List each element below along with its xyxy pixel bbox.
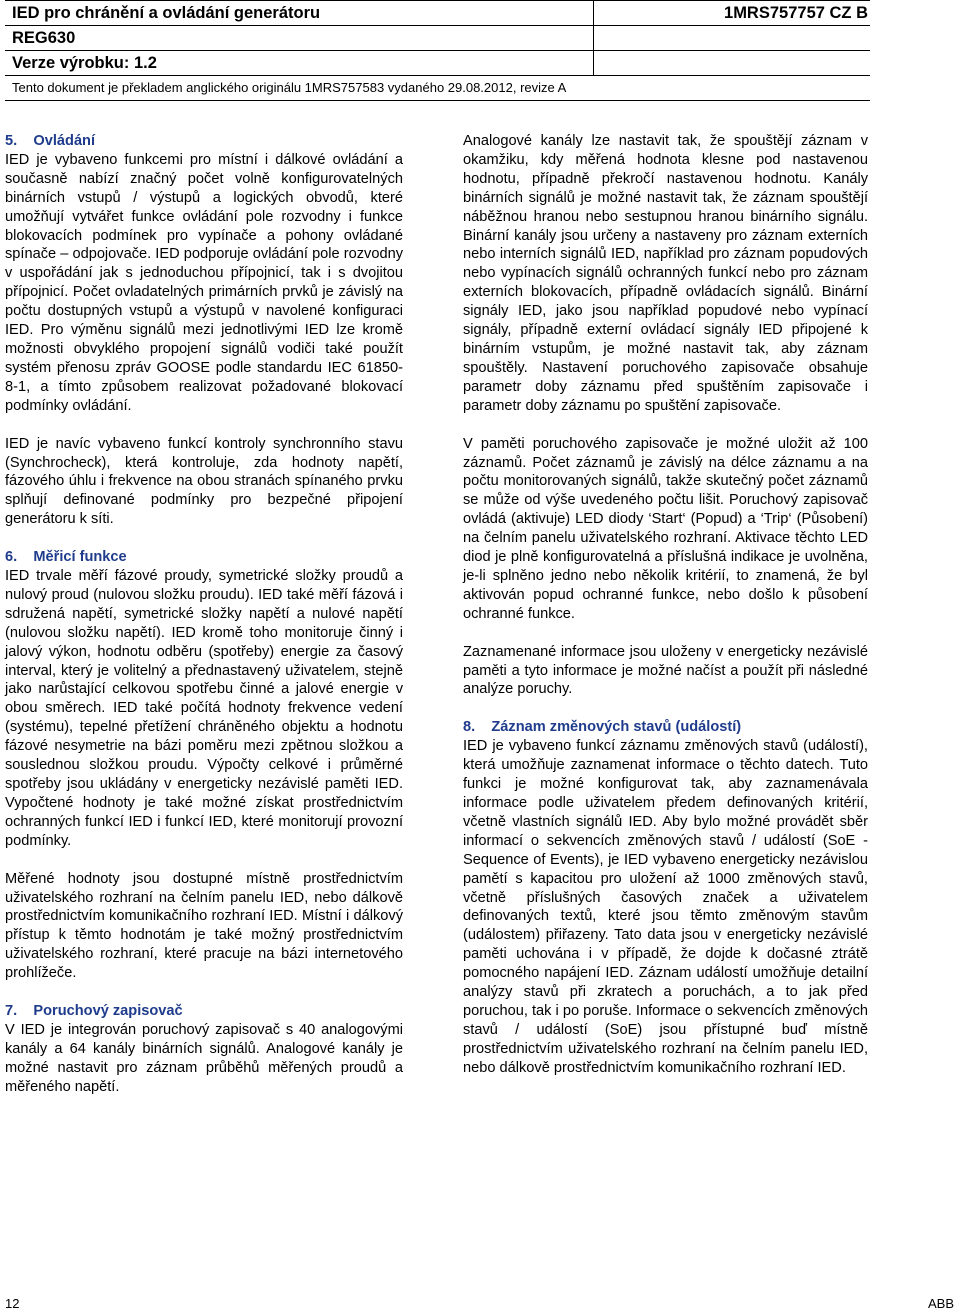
section-6-heading — [5, 548, 403, 567]
left-column — [5, 132, 403, 1097]
section-7-paragraph-4: Zaznamenané informace jsou uloženy v energeticky nezávislé paměti a tyto informace je možné načíst a použít při následné analýze poruchy. — [463, 643, 868, 698]
section-6-title: Měřicí funkce — [33, 549, 127, 566]
section-5-heading — [5, 132, 403, 151]
header-row-3 — [5, 51, 870, 76]
section-7-heading — [5, 1002, 403, 1021]
header-product: REG630 — [12, 29, 76, 47]
section-5-paragraph-2: IED je navíc vybaveno funkcí kontroly synchronního stavu (Synchrocheck), která kontroluje, zda hodnoty napětí, fázového úhlu i frekvence na obou stranách spínaného prvku splňují definované podmínky pro bezpečné připojení generátoru k síti. — [5, 435, 403, 528]
page-number: 12 — [5, 1296, 20, 1311]
section-7-paragraph-2: Analogové kanály lze nastavit tak, že spouštějí záznam v okamžiku, kdy měřená hodnota klesne pod nastavenou hodnotu, případně překročí nastavenou hodnotu. Kanály binárních signálů je možné nastavit tak, že záznam spouštějí náběžnou hranou nebo sestupnou hranou binárního signálu. Binární kanály jsou určeny a nastaveny pro záznam externích nebo interních signálů IED, například pro záznam popudových nebo vypínacích signálů ochranných funkcí nebo pro záznam externích blokovacích, případně ovládacích signálů. Binární signály IED, jako jsou například popudové nebo vypínací signály, případně externí ovládací signály IED připojené k binárním vstupům, je možné nastavit tak, aby záznam spouštěly. Nastavení poruchového zapisovače obsahuje parametr doby záznamu před spuštěním zapisovače i parametr doby záznamu po spuštění zapisovače. — [463, 133, 868, 414]
document-header — [5, 0, 870, 101]
section-7-number: 7. — [5, 1003, 18, 1020]
section-7-title: Poruchový zapisovač — [33, 1003, 183, 1020]
section-7-paragraph-3: V paměti poruchového zapisovače je možné uložit až 100 záznamů. Počet záznamů je závislý na délce záznamu a na počtu monitorovaných signálů, takže skutečný počet záznamů se může od výše uvedeného počtu lišit. Poruchový zapisovač ovládá (aktivuje) LED diody ‘Start‘ (Popud) a ‘Trip‘ (Působení) na čelním panelu uživatelského rozhraní. Aktivace těchto LED diod je plně konfigurovatelná a příslušná indikace je uvolněna, je-li splněno jedno nebo několik kritérií, to znamená, že byl aktivován popud ochranné funkce, nebo došlo k působení ochranné funkce. — [463, 435, 868, 622]
section-6-paragraph-2: Měřené hodnoty jsou dostupné místně prostřednictvím uživatelského rozhraní na čelním panelu IED, nebo dálkově prostřednictvím komunikačního rozhraní IED. Místní i dálkový přístup k těmto hodnotám je také možný prostřednictvím uživatelského rozhraní, které pracuje na bázi internetového prohlížeče. — [5, 870, 403, 982]
section-8-heading — [463, 718, 868, 737]
section-6-number: 6. — [5, 549, 18, 566]
section-5-title: Ovládání — [33, 133, 96, 149]
header-doc-id: 1MRS757757 CZ B — [724, 4, 868, 22]
section-5-number: 5. — [5, 133, 18, 149]
header-row-1 — [5, 0, 870, 26]
section-8-paragraph-1: IED je vybaveno funkcí záznamu změnových stavů (událostí), která umožňuje zaznamenat informace o těchto datech. Tuto funkci je možné konfigurovat tak, aby zaznamenávala informace podle uživatelem předem definovaných kritérií, včetně vlastních signálů IED. Aby bylo možné provádět sběr informací o sekvencích změnových stavů / událostí (SoE - Sequence of Events), je IED vybaveno energeticky nezávislou pamětí s kapacitou pro uložení až 1000 změnových stavů, včetně příslušných časových značek a uživatelem definovaných textů, které jsou těmto změnovým stavům (událostem) přiřazeny. Tato data jsou v energeticky nezávislé paměti uchována i v případě, že dojde k dočasné ztrátě pomocného napájení IED. Záznam událostí umožňuje detailní analýzy stavů při zkratech a poruchách, a to jak před poruchou, tak i po poruše. Informace o sekvencích změnových stavů / událostí (SoE) jsou přístupné buď místně prostřednictvím uživatelského rozhraní na čelním panelu IED, nebo dálkově prostřednictvím komunikačního rozhraní IED. — [463, 738, 868, 1076]
header-title: IED pro chránění a ovládání generátoru — [12, 4, 321, 22]
section-8-title: Záznam změnových stavů (událostí) — [491, 719, 742, 736]
section-5-paragraph-1: IED je vybaveno funkcemi pro místní i dálkové ovládání a současně nabízí značný počet volně konfigurovatelných binárních vstupů / výstupů a logických obvodů, které umožňují vytvářet funkce ovládání pole rozvodny i funkce blokovacích podmínek pro vypínače a pohony ovládané spínače – odpojovače. IED podporuje ovládání pole rozvodny v uspořádání jak s jednoduchou přípojnicí, tak i s dvojitou přípojnicí. Počet ovladatelných primárních prvků je závislý na počtu dostupných vstupů a výstupů v navolené konfiguraci IED. Pro výměnu signálů mezi jednotlivými IED lze kromě možnosti obvyklého propojení signálů vodiči také použít systém přenosu zpráv GOOSE podle standardu IEC 61850-8-1, a tímto způsobem realizovat požadované blokovací podmínky ovládání. — [5, 151, 403, 414]
header-version: Verze výrobku: 1.2 — [12, 54, 157, 72]
header-translation-note: Tento dokument je překladem anglického originálu 1MRS757583 vydaného 29.08.2012, revize A — [5, 76, 870, 101]
footer-brand: ABB — [928, 1296, 955, 1311]
section-6-paragraph-1: IED trvale měří fázové proudy, symetrické složky proudů a nulový proud (nulovou složku proudu). IED také měří fázová i sdružená napětí, symetrické složky napětí a nulové napětí (nulovou složku napětí). IED kromě toho monitoruje činný i jalový výkon, hodnotu odběru (spotřeby) energie za časový interval, který je volitelný a přednastavený uživatelem, stejně jako narůstající celkovou spotřebu činné a jalové energie v obou směrech. IED také počítá hodnoty frekvence vedení (systému), tepelné přetížení chráněného objektu a hodnotu fázové nesymetrie na bázi poměru mezi zpětnou složkou a souslednou složkou proudu. Výpočty celkové i průměrné spotřeby jsou ukládány v energeticky nezávislé paměti IED. Vypočtené hodnoty je také možné získat prostřednictvím ochranných funkcí IED i funkcí IED, které monitorují provozní podmínky. — [5, 568, 403, 849]
section-7-paragraph-1: V IED je integrován poruchový zapisovač s 40 analogovými kanály a 64 kanály binárních signálů. Analogové kanály je možné nastavit pro záznam průběhů měřených proudů a měřeného napětí. — [5, 1021, 403, 1095]
right-column — [463, 132, 868, 1078]
header-row-2 — [5, 26, 870, 51]
section-8-number: 8. — [463, 719, 476, 736]
